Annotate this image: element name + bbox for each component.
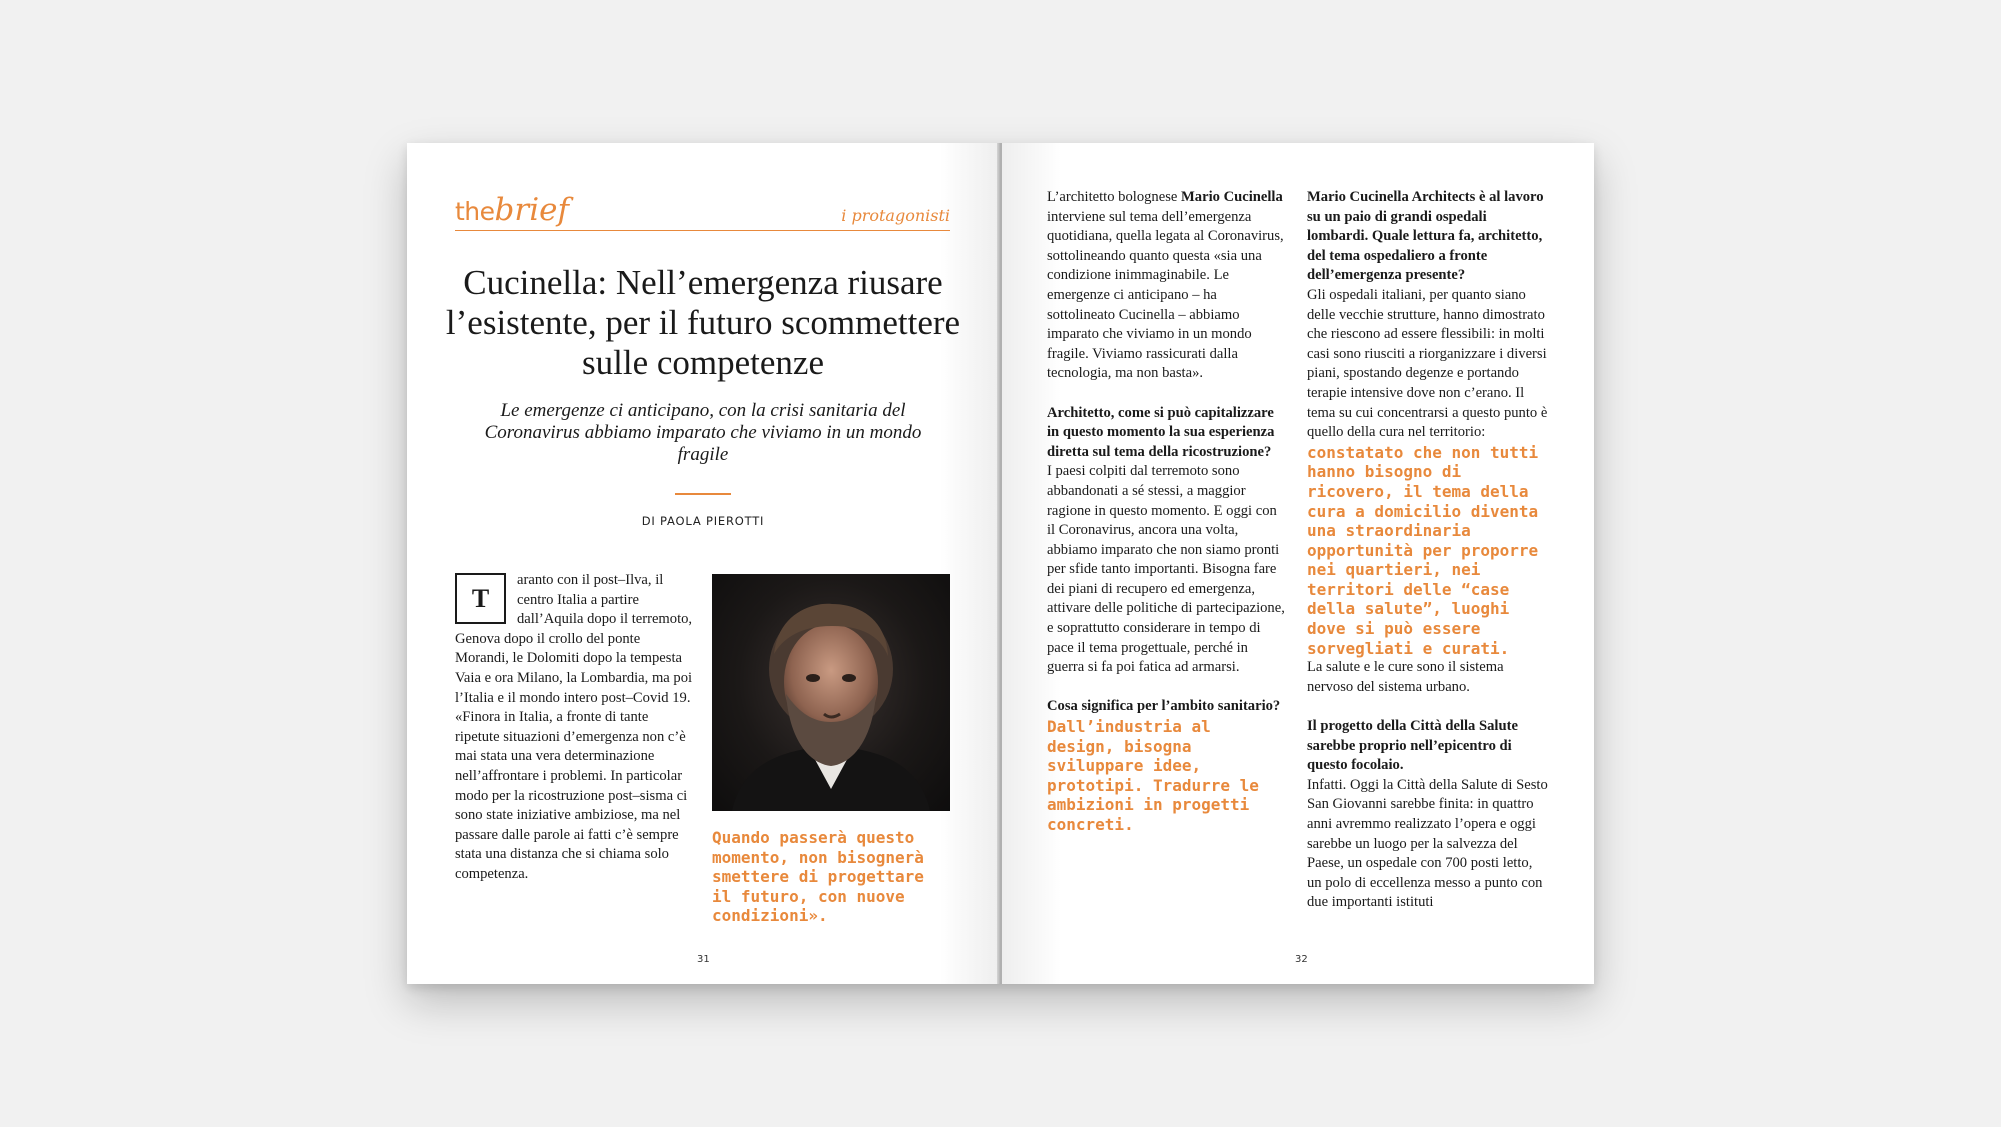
page-header xyxy=(455,190,950,231)
article-subtitle: Le emergenze ci anticipano, con la crisi sanitaria del Coronavirus abbiamo imparato che viviamo in un mondo fragile xyxy=(484,400,922,465)
question-2: Cosa significa per l’ambito sanitario? xyxy=(1047,698,1281,715)
intro-text-b: interviene sul tema dell’emergenza quotidiana, quella legata al Coronavirus, sottolineando quanto questa «sia una condizione inimmaginabile. Le emergenze ci anticipano – ha sottolineato Cucinella – abbiamo imparato che viviamo in un mondo fragile. Viviamo rassicurati dalla tecnologia, ma non basta». xyxy=(1047,208,1284,382)
section-label: i protagonisti xyxy=(841,206,950,225)
question-1: Architetto, come si può capitalizzare in questo momento la sua esperienza diretta sul tema della ricostruzione? xyxy=(1047,404,1275,460)
highlight-1: Dall’industria al design, bisogna sviluppare idee, prototipi. Tradurre le ambizioni in progetti concreti. xyxy=(1047,717,1259,834)
left-page xyxy=(407,143,999,984)
brand-the: the xyxy=(455,197,495,226)
portrait-photo xyxy=(712,574,950,811)
brand-logo xyxy=(455,192,569,228)
answer-3b: La salute e le cure sono il sistema nervoso del sistema urbano. xyxy=(1307,659,1504,695)
page-number-left: 31 xyxy=(697,954,710,965)
left-body-text: aranto con il post–Ilva, il centro Italia a partire dall’Aquila dopo il terremoto, Genova dopo il crollo del ponte Morandi, le Dolomiti dopo la tempesta Vaia e ora Milano, la Lombardia, ma poi l’Italia e il mondo intero post–Covid 19. «Finora in Italia, a fronte di tante ripetute situazioni d’emergenza non c’è mai stata una vera determinazione nell’affrontare i problemi. In particolar modo per la ricostruzione post–sisma ci sono state iniziative ambiziose, ma nel passare dalle parole ai fatti c’è sempre stata una distanza che si chiama solo competenza. xyxy=(455,572,693,882)
pull-quote: Quando passerà questo momento, non bisognerà smettere di progettare il futuro, con nuove condizioni». xyxy=(712,828,924,926)
right-page xyxy=(1002,143,1594,984)
intro-name: Mario Cucinella xyxy=(1181,189,1283,205)
left-body-column xyxy=(455,571,693,885)
title-divider xyxy=(675,493,731,495)
right-column-2 xyxy=(1307,188,1550,913)
question-4: Il progetto della Città della Salute sarebbe proprio nell’epicentro di questo focolaio. xyxy=(1307,718,1518,774)
highlight-2: constatato che non tutti hanno bisogno di ricovero, il tema della cura a domicilio diventa una straordinaria opportunità per proporre nei quartieri, nei territori delle “case della salute”, luoghi dove si può essere sorvegliati e curati. xyxy=(1307,442,1539,658)
answer-3: Gli ospedali italiani, per quanto siano delle vecchie strutture, hanno dimostrato che riescono ad essere flessibili: in molti casi sono riusciti a riorganizzare i diversi piani, spostando degenze e portando terapie intensive dove non c’erano. Il tema su cui concentrarsi a questo punto è quello della cura nel territorio: xyxy=(1307,286,1548,441)
right-column-1 xyxy=(1047,188,1287,835)
intro-paragraph xyxy=(1047,188,1287,384)
portrait-illustration xyxy=(712,574,950,811)
page-number-right: 32 xyxy=(1295,954,1308,965)
byline: DI PAOLA PIEROTTI xyxy=(641,514,765,528)
answer-1: I paesi colpiti dal terremoto sono abbandonati a sé stessi, a maggior ragione in questo momento. E oggi con il Coronavirus, ancora una volta, abbiamo imparato che non siamo pronti per sfide tanto importanti. Bisogna fare dei piani di recupero ed emergenza, attivare delle politiche di partecipazione, e soprattutto considerare in tempo di pace il tema progettuale, perché in guerra si fa poi fatica ad armarsi. xyxy=(1047,463,1285,676)
magazine-spread xyxy=(407,143,1594,984)
answer-4: Infatti. Oggi la Città della Salute di Sesto San Giovanni sarebbe finita: in quattro anni avremmo realizzato l’opera e oggi sarebbe un luogo per la salvezza del Paese, un ospedale con 700 posti letto, un polo di eccellenza messo a punto con due importanti istituti xyxy=(1307,776,1548,911)
drop-cap: T xyxy=(455,573,506,624)
brand-brief: brief xyxy=(494,192,569,228)
question-3: Mario Cucinella Architects è al lavoro su un paio di grandi ospedali lombardi. Quale lettura fa, architetto, del tema ospedaliero a fronte dell’emergenza presente? xyxy=(1307,189,1544,284)
article-title: Cucinella: Nell’emergenza riusare l’esistente, per il futuro scommettere sulle competenze xyxy=(445,263,961,382)
intro-text-a: L’architetto bolognese xyxy=(1047,189,1182,205)
